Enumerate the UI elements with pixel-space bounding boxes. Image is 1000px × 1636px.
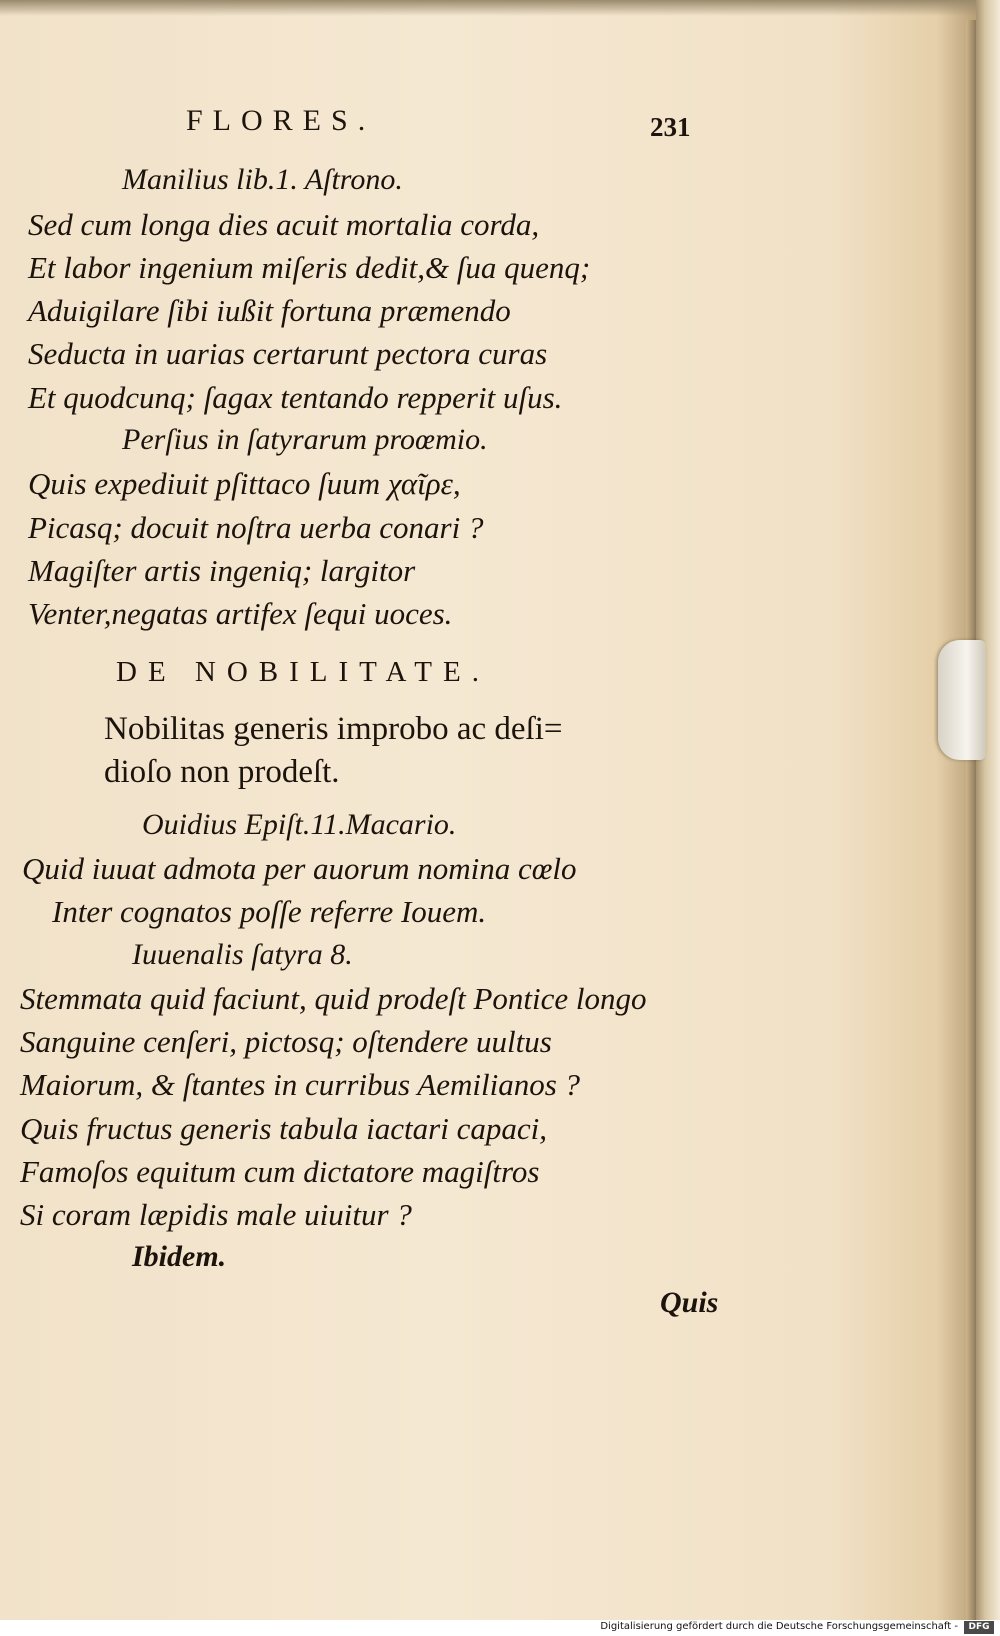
verse-line: Sed cum longa dies acuit mortalia corda, <box>28 207 540 242</box>
source-citation: Ouidius Epiſt.11.Macario. <box>142 808 457 841</box>
source-citation: Ibidem. <box>132 1240 227 1273</box>
verse-line: Quis fructus generis tabula iactari capaci, <box>20 1111 547 1146</box>
verse-line: Picasq; docuit noſtra uerba conari ? <box>28 510 484 545</box>
verse-line: Maiorum, & ſtantes in curribus Aemilianos ? <box>20 1067 581 1102</box>
verse-line: Quis expediuit pſittaco ſuum χαῖρε, <box>28 466 461 501</box>
chapter-subheading: dioſo non prodeſt. <box>104 754 340 790</box>
verse-line: Seducta in uarias certarunt pectora curas <box>28 336 548 371</box>
verse-line: Venter,negatas artifex ſequi uoces. <box>28 596 453 631</box>
page-gutter-edge <box>966 20 976 1620</box>
page-clip <box>938 640 986 760</box>
verse-line: Inter cognatos poſſe referre Iouem. <box>52 894 487 929</box>
footer-credit: Digitalisierung gefördert durch die Deutsche Forschungsgemeinschaft - <box>600 1621 958 1632</box>
source-citation: Manilius lib.1. Aſtrono. <box>122 163 403 196</box>
verse-line: Magiſter artis ingeniq; largitor <box>28 553 416 588</box>
verse-line: Et quodcunq; ſagax tentando repperit uſus. <box>28 380 563 415</box>
page-shadow-top <box>0 0 976 16</box>
footer-bar <box>0 1620 1000 1636</box>
verse-line: Et labor ingenium miſeris dedit,& ſua quenq; <box>28 250 591 285</box>
source-citation: Perſius in ſatyrarum proœmio. <box>122 423 488 456</box>
source-citation: Iuuenalis ſatyra 8. <box>132 938 353 971</box>
verse-line: Quid iuuat admota per auorum nomina cœlo <box>22 851 577 886</box>
verse-line: Stemmata quid faciunt, quid prodeſt Pontice longo <box>20 981 647 1016</box>
verse-line: Sanguine cenſeri, pictosq; oſtendere uultus <box>20 1024 552 1059</box>
verse-line: Famoſos equitum cum dictatore magiſtros <box>20 1154 540 1189</box>
catchword: Quis <box>660 1286 719 1319</box>
book-fore-edge <box>976 0 1000 1620</box>
dfg-logo-icon: DFG <box>964 1621 994 1634</box>
chapter-subheading: Nobilitas generis improbo ac deſi= <box>104 711 563 747</box>
page-number: 231 <box>650 112 691 142</box>
verse-line: Si coram læpidis male uiuitur ? <box>20 1197 412 1232</box>
verse-line: Aduigilare ſibi iußit fortuna præmendo <box>28 293 511 328</box>
running-head: FLORES. <box>186 104 376 137</box>
chapter-heading: DE NOBILITATE. <box>116 656 490 688</box>
